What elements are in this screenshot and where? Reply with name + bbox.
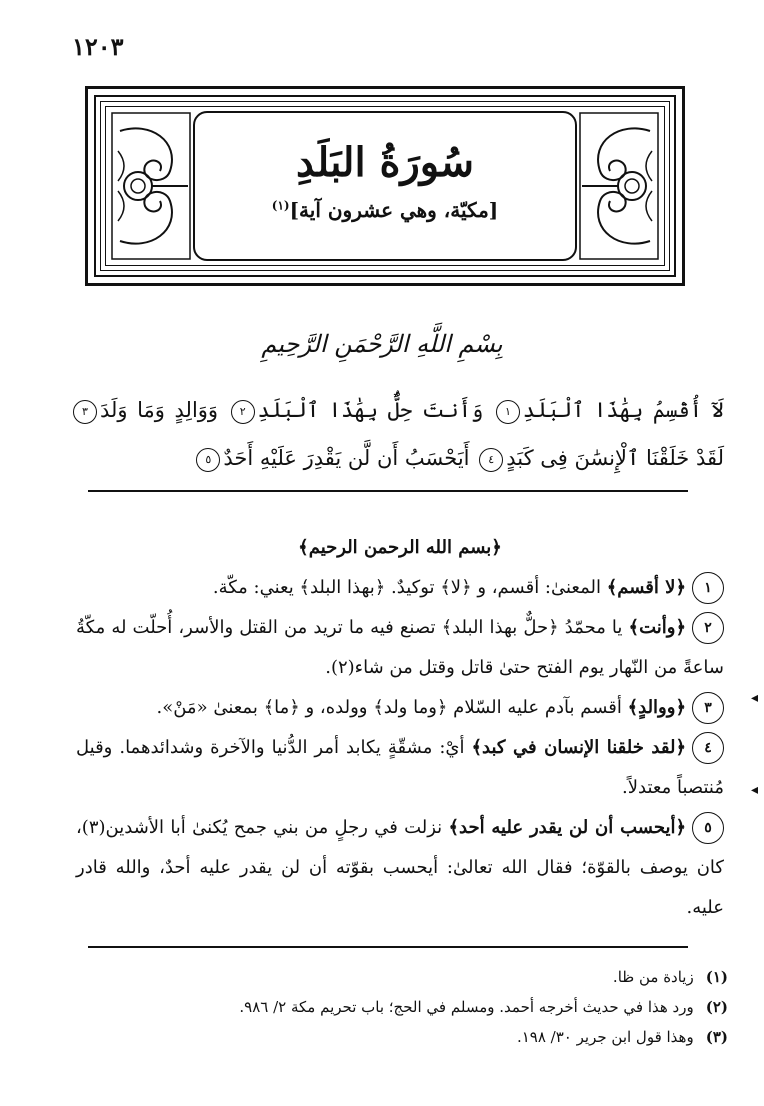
- footnote-number: (٣): [705, 1028, 728, 1046]
- verse-text: وَأَنتَ حِلٌّۢ بِهَٰذَا ٱلْبَلَدِ: [257, 398, 484, 422]
- tafsir-section: [76, 528, 724, 928]
- footnote: [90, 992, 728, 1022]
- entry-text: نزلت في رجلٍ من بني جمح يُكنىٰ أبا الأشدين(٣)، كان يوصف بالقوّة؛ فقال الله تعالىٰ: أيحسب بقوّته أن لن يقدر عليه أحدٌ، والله قادر عليه.: [76, 817, 724, 918]
- footnotes: [90, 962, 728, 1052]
- page-number: ١٢٠٣: [72, 32, 124, 61]
- entry-number: ٥: [692, 812, 724, 844]
- verse-text: وَوَالِدٍ وَمَا وَلَدَ: [100, 398, 219, 422]
- entry-text: أيْ: مشقّةٍ يكابد أمر الدُّنيا والآخرة وشدائدهما. وقيل مُنتصباً معتدلاً.: [76, 737, 724, 798]
- verse-text: لَقَدْ خَلَقْنَا ٱلْإِنسَٰنَ فِى كَبَدٍ: [506, 446, 724, 470]
- margin-mark: ◂: [750, 782, 758, 798]
- entry-number: ٢: [692, 612, 724, 644]
- entry-quote: ﴿أيحسب أن لن يقدر عليه أحد﴾: [448, 817, 686, 838]
- arabesque-ornament-left: [110, 111, 192, 261]
- entry-quote: ﴿ووالدٍ﴾: [627, 697, 686, 718]
- footnote-number: (١): [705, 968, 728, 986]
- tafsir-entry: [76, 808, 724, 928]
- surah-title: سُورَةُ البَلَدِ: [296, 139, 474, 186]
- entry-number: ٤: [692, 732, 724, 764]
- entry-quote: ﴿لا أقسم﴾: [606, 577, 686, 598]
- entry-text: يا محمّدُ ﴿حلٌّ بهذا البلد﴾ تصنع فيه ما تريد من القتل والأسر، أُحلّت له مكّةُ ساعةً من النّهار يوم الفتح حتىٰ قاتل وقتل من شاء(٢).: [76, 617, 724, 678]
- title-panel: [193, 111, 577, 261]
- verse-text: أَيَحْسَبُ أَن لَّن يَقْدِرَ عَلَيْهِ أَحَدٌ: [223, 446, 470, 470]
- surah-title-frame: [85, 86, 685, 286]
- footnote-ref: (١): [271, 198, 290, 213]
- margin-mark: ◂: [750, 690, 758, 706]
- tafsir-entry: [76, 688, 724, 728]
- surah-info-text: [مكيّة، وهي عشرون آية]: [289, 198, 499, 222]
- verse-number-marker: ٤: [479, 448, 503, 472]
- tafsir-entry: [76, 568, 724, 608]
- quran-verses: [70, 386, 724, 482]
- tafsir-entry: [76, 728, 724, 808]
- verse-text: لَآ أُقْسِمُ بِهَٰذَا ٱلْبَلَدِ: [522, 398, 724, 422]
- footnote-number: (٢): [705, 998, 728, 1016]
- entry-text: المعنىٰ: أقسم، و ﴿لا﴾ توكيدٌ. ﴿بهذا البلد﴾ يعني: مكّة.: [212, 577, 607, 598]
- footnote: [90, 962, 728, 992]
- footnote-divider: [88, 946, 688, 948]
- verse-number-marker: ٢: [231, 400, 255, 424]
- entry-quote: ﴿لقد خلقنا الإنسان في كبد﴾: [471, 737, 686, 758]
- arabesque-ornament-right: [578, 111, 660, 261]
- entry-number: ١: [692, 572, 724, 604]
- footnote-text: زيادة من ظا.: [612, 968, 694, 986]
- tafsir-heading: ﴿بسم الله الرحمن الرحيم﴾: [298, 537, 502, 558]
- entry-text: أقسم بآدم عليه السّلام ﴿وما ولد﴾ وولده، و ﴿ما﴾ بمعنىٰ «مَنْ».: [156, 697, 628, 718]
- divider: [88, 490, 688, 492]
- verse-number-marker: ٥: [196, 448, 220, 472]
- footnote-text: ورد هذا في حديث أخرجه أحمد. ومسلم في الحج؛ باب تحريم مكة ٢/ ٩٨٦.: [239, 998, 694, 1016]
- surah-info: [195, 198, 575, 222]
- verse-number-marker: ٣: [73, 400, 97, 424]
- footnote: [90, 1022, 728, 1052]
- footnote-text: وهذا قول ابن جرير ٣٠/ ١٩٨.: [516, 1028, 694, 1046]
- basmala: بِسْمِ اللَّهِ الرَّحْمَنِ الرَّحِيمِ: [261, 330, 503, 358]
- verse-number-marker: ١: [496, 400, 520, 424]
- entry-number: ٣: [692, 692, 724, 724]
- entry-quote: ﴿وأنت﴾: [628, 617, 686, 638]
- tafsir-entry: [76, 608, 724, 688]
